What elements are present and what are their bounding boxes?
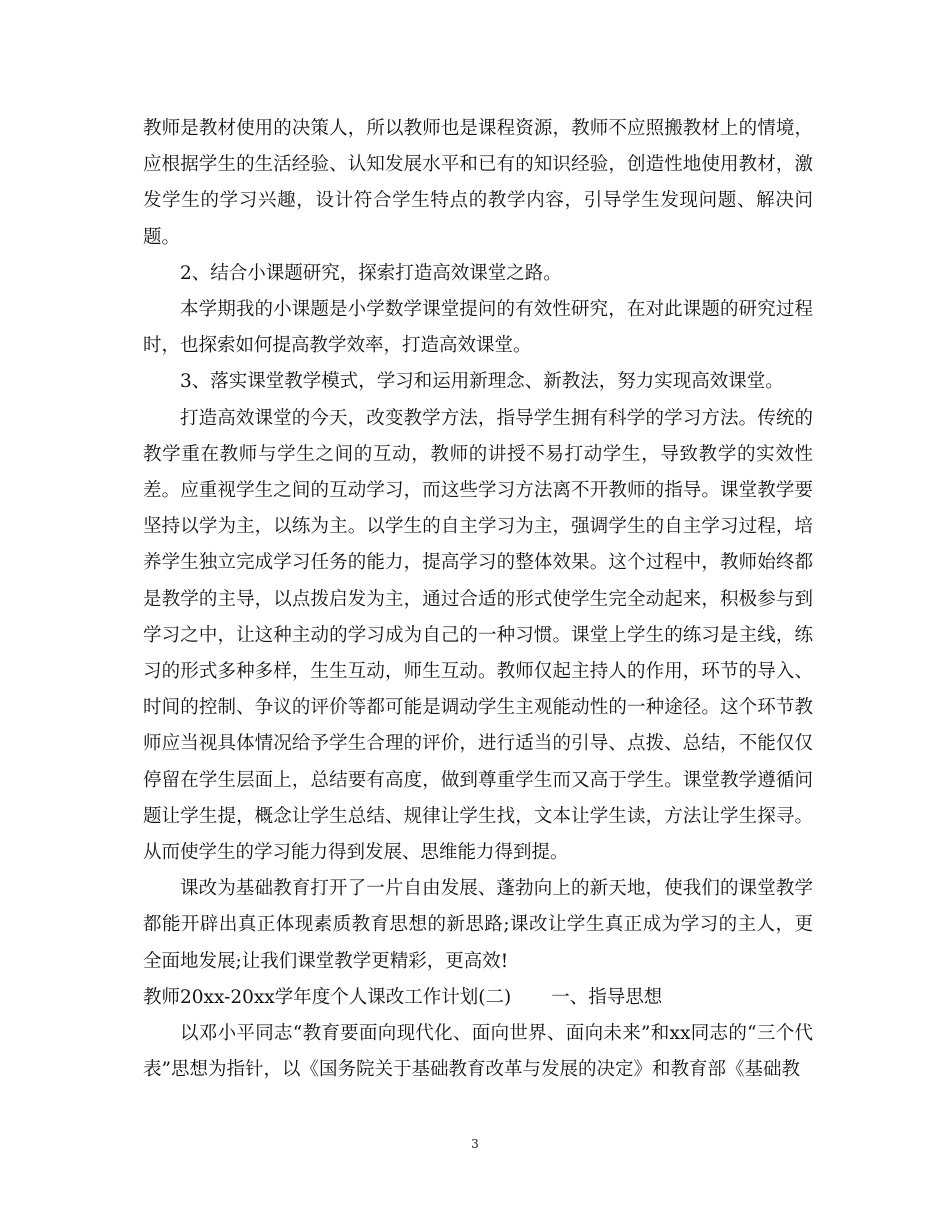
paragraph-teacher-decision-maker: 教师是教材使用的决策人，所以教师也是课程资源，教师不应照搬教材上的情境，应根据学生的生活经验、认知发展水平和已有的知识经验，创造性地使用教材，激发学生的学习兴趣，设计符合学生特点的教学内容，引导学生发现问题、解决问题。: [143, 118, 813, 248]
paragraph-efficient-classroom: 打造高效课堂的今天，改变教学方法，指导学生拥有科学的学习方法。传统的教学重在教师与学生之间的互动，教师的讲授不易打动学生，导致教学的实效性差。应重视学生之间的互动学习，而这些学习方法离不开教师的指导。课堂教学要坚持以学为主，以练为主。以学生的自主学习为主，强调学生的自主学习过程，培养学生独立完成学习任务的能力，提高学习的整体效果。这个过程中，教师始终都是教学的主导，以点拨启发为主，通过合适的形式使学生完全动起来，积极参与到学习之中，让这种主动的学习成为自己的一种习惯。课堂上学生的练习是主线，练习的形式多种多样，生生互动，师生互动。教师仅起主持人的作用，环节的导入、时间的控制、争议的评价等都可能是调动学生主观能动性的一种途径。这个环节教师应当视具体情况给予学生合理的评价，进行适当的引导、点拨、总结，不能仅仅停留在学生层面上，总结要有高度，做到尊重学生而又高于学生。课堂教学遵循问题让学生提，概念让学生总结、规律让学生找，文本让学生读，方法让学生探寻。从而使学生的学习能力得到发展、思维能力得到提。: [143, 407, 813, 864]
paragraph-guiding-ideology: 以邓小平同志“教育要面向现代化、面向世界、面向未来”和xx同志的“三个代表”思想为指针，以《国务院关于基础教育改革与发展的决定》和教育部《基础教: [143, 1023, 813, 1081]
paragraph-small-topic-research: 本学期我的小课题是小学数学课堂提问的有效性研究，在对此课题的研究过程时，也探索如何提高教学效率，打造高效课堂。: [143, 299, 813, 357]
section-subtitle: 一、指导思想: [551, 986, 663, 1008]
paragraph-item-3-heading: 3、落实课堂教学模式，学习和运用新理念、新教法，努力实现高效课堂。: [180, 371, 784, 393]
document-body: [143, 111, 813, 1088]
paragraph-item-2-heading: 2、结合小课题研究，探索打造高效课堂之路。: [180, 262, 562, 284]
paragraph-curriculum-reform: 课改为基础教育打开了一片自由发展、蓬勃向上的新天地，使我们的课堂教学都能开辟出真正体现素质教育思想的新思路;课改让学生真正成为学习的主人，更全面地发展;让我们课堂教学更精彩，更高效!: [143, 878, 813, 972]
section-title: 教师20xx-20xx学年度个人课改工作计划(二): [143, 986, 512, 1008]
section-heading-line: [143, 980, 813, 1016]
page-number: 3: [471, 1137, 479, 1151]
